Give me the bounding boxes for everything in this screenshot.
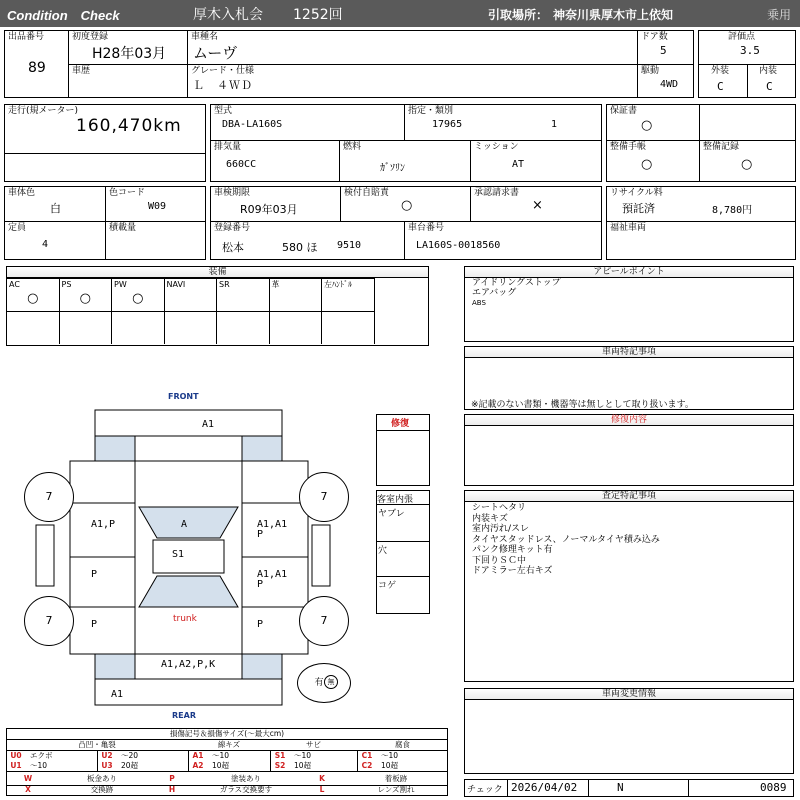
tire-rear-left: 7 bbox=[24, 596, 74, 646]
appeal-title: アピールポイント bbox=[465, 267, 793, 278]
designation: 17965 bbox=[432, 119, 463, 130]
capacity: 4 bbox=[42, 239, 49, 250]
manual: ○ bbox=[641, 157, 653, 172]
manual-label: 整備手帳 bbox=[610, 142, 647, 152]
special-notes-title: 車両特記事項 bbox=[465, 347, 793, 358]
equipment-label: NAVI bbox=[166, 280, 186, 289]
tire-rear-right: 7 bbox=[299, 596, 349, 646]
equipment-blank-cell bbox=[165, 311, 218, 344]
mark-front-left-fender: A1,P bbox=[91, 519, 116, 530]
equipment-item bbox=[270, 278, 323, 311]
legend-code: C1 bbox=[361, 751, 373, 760]
recycle-fee: 8,780円 bbox=[712, 205, 753, 216]
doors: 5 bbox=[660, 44, 667, 57]
tire-front-left: 7 bbox=[24, 472, 74, 522]
grade: Ｌ ４ＷＤ bbox=[193, 79, 253, 92]
mark-rear-right-door: A1,A1 bbox=[257, 569, 288, 580]
legend-text: 10超 bbox=[294, 761, 312, 770]
mark-front-right-fender-2: P bbox=[257, 529, 264, 540]
legend-code: L bbox=[319, 785, 325, 794]
appeal-line: ABS bbox=[472, 299, 486, 307]
assessment-line: タイヤスタッドレス、ノーマルタイヤ積み込み bbox=[472, 534, 660, 545]
recycle-label: リサイクル料 bbox=[610, 188, 663, 198]
appeal-list bbox=[472, 278, 561, 308]
legend-code: S2 bbox=[274, 761, 286, 770]
assessment-line: 室内汚れ/スレ bbox=[472, 524, 530, 534]
car-name-label: 車種名 bbox=[191, 32, 219, 42]
welfare-label: 福祉車両 bbox=[610, 223, 647, 233]
vehicle-category: 乗用 bbox=[767, 8, 792, 22]
equipment-item bbox=[322, 278, 375, 311]
mileage-value: 160,470km bbox=[76, 116, 182, 136]
legend-code: U2 bbox=[101, 751, 113, 760]
legend-text: ～10 bbox=[294, 751, 312, 760]
assessment-list bbox=[472, 503, 660, 577]
legend-code: K bbox=[319, 774, 325, 783]
record: ○ bbox=[741, 157, 753, 172]
insurance: ○ bbox=[401, 198, 413, 213]
vehicle-changes-title: 車両変更情報 bbox=[465, 689, 793, 700]
appeal-line: アイドリングストップ bbox=[472, 278, 561, 288]
mark-rear-bumper: A1 bbox=[111, 689, 124, 700]
equipment-blank-cell bbox=[217, 311, 270, 344]
legend-header: 線キズ bbox=[217, 740, 241, 749]
legend-header: 腐食 bbox=[395, 740, 410, 749]
mileage-label: 走行(規メーター) bbox=[8, 106, 79, 116]
equipment-title: 装備 bbox=[7, 267, 428, 278]
appeal-line: エアバッグ bbox=[472, 288, 517, 298]
pickup-place: 神奈川県厚木市上依知 bbox=[553, 8, 674, 22]
drive: 4WD bbox=[660, 79, 679, 90]
chassis-label: 車台番号 bbox=[408, 223, 445, 233]
pickup-label: 引取場所： bbox=[488, 8, 549, 22]
mark-front-bumper: A1 bbox=[202, 419, 215, 430]
interior-item-tear: ヤブレ bbox=[378, 509, 405, 519]
approval-label: 承認請求書 bbox=[474, 188, 520, 198]
legend-text: 交換跡 bbox=[90, 785, 114, 794]
equipment-blank-cell bbox=[112, 311, 165, 344]
legend-text: ～10 bbox=[212, 751, 230, 760]
legend-text: 10超 bbox=[381, 761, 399, 770]
warranty: ○ bbox=[641, 118, 653, 133]
equipment-value: ○ bbox=[132, 291, 144, 306]
legend-code: W bbox=[23, 774, 33, 783]
legend-header: サビ bbox=[306, 740, 321, 749]
fuel: ｶﾞｿﾘﾝ bbox=[380, 163, 405, 174]
inspection-expiry: R09年03月 bbox=[240, 203, 298, 216]
designation-label: 指定・類別 bbox=[408, 106, 454, 116]
chassis: LA160S-0018560 bbox=[416, 240, 501, 251]
equipment-item bbox=[7, 278, 60, 311]
assessment-line: パンク修理キット有 bbox=[472, 545, 553, 555]
interior-item-hole: 穴 bbox=[378, 546, 388, 556]
ext-grade: C bbox=[717, 80, 724, 93]
legend-text: ～10 bbox=[30, 761, 48, 770]
approval: × bbox=[532, 198, 543, 213]
inspection-label: 車検期限 bbox=[214, 188, 251, 198]
legend-text: ～10 bbox=[381, 751, 399, 760]
legend-title: 損傷記号＆損傷サイズ(～最大cm) bbox=[169, 729, 285, 738]
color: 白 bbox=[50, 202, 61, 215]
repair-label: 修復 bbox=[391, 419, 410, 429]
assessment-line: 下回りＳＣ中 bbox=[472, 555, 527, 566]
reg-no-label: 登録番号 bbox=[214, 223, 251, 233]
int-grade: C bbox=[766, 80, 773, 93]
interior-item-burn: コゲ bbox=[378, 581, 397, 591]
vehicle-changes-section bbox=[464, 688, 794, 774]
interior-label: 客室内張 bbox=[377, 495, 414, 505]
legend-code: C2 bbox=[361, 761, 373, 770]
color-label: 車体色 bbox=[8, 188, 36, 198]
ext-label: 外装 bbox=[711, 66, 730, 76]
mark-hood: A bbox=[181, 519, 188, 530]
equipment-item bbox=[217, 278, 270, 311]
header-bar bbox=[0, 0, 800, 27]
int-label: 内装 bbox=[759, 66, 778, 76]
equipment-blank-cell bbox=[270, 311, 323, 344]
rear-label: REAR bbox=[172, 711, 196, 720]
legend-code: U1 bbox=[10, 761, 22, 770]
assessment-line: シートヘタリ bbox=[472, 503, 527, 513]
color-code: W09 bbox=[148, 201, 167, 212]
capacity-label: 定員 bbox=[8, 223, 27, 233]
mark-right-quarter: P bbox=[257, 619, 264, 630]
repair-content-title: 修復内容 bbox=[465, 415, 793, 426]
legend-code: S1 bbox=[274, 751, 286, 760]
mark-rear-panel: A1,A2,P,K bbox=[161, 659, 216, 670]
first-reg-label: 初度登録 bbox=[72, 32, 109, 42]
legend-text: 塗装あり bbox=[231, 774, 261, 783]
legend-code: H bbox=[168, 785, 176, 794]
legend-text: ガラス交換要す bbox=[219, 785, 273, 794]
model-label: 型式 bbox=[214, 106, 233, 116]
front-label: FRONT bbox=[168, 392, 199, 401]
load-label: 積載量 bbox=[109, 223, 137, 233]
grade-label: グレード・仕様 bbox=[191, 66, 255, 76]
equipment-label: SR bbox=[219, 280, 230, 289]
mark-left-rear-door: P bbox=[91, 569, 98, 580]
color-code-label: 色コード bbox=[109, 188, 146, 198]
legend-code: U0 bbox=[10, 751, 22, 760]
check-code: N bbox=[617, 781, 624, 794]
fuel-label: 燃料 bbox=[343, 142, 362, 152]
first-reg: H28年03月 bbox=[92, 46, 167, 62]
equipment-label: PS bbox=[61, 280, 72, 289]
displacement-label: 排気量 bbox=[214, 142, 242, 152]
record-label: 整備記録 bbox=[703, 142, 740, 152]
tire-front-right: 7 bbox=[299, 472, 349, 522]
equipment-blank-cell bbox=[60, 311, 113, 344]
legend-text: ～20 bbox=[121, 751, 139, 760]
auction-session: 1252回 bbox=[293, 7, 343, 23]
legend-text: エクボ bbox=[30, 751, 53, 760]
lot-number: 89 bbox=[28, 60, 46, 76]
legend-text: レンズ割れ bbox=[377, 785, 415, 794]
spare-tire-label: 有 bbox=[314, 678, 324, 688]
assessment-line: 内装キズ bbox=[472, 513, 508, 524]
car-name: ムーヴ bbox=[193, 44, 238, 62]
lot-label: 出品番号 bbox=[8, 32, 45, 42]
legend-code: P bbox=[169, 774, 175, 783]
legend-text: 20超 bbox=[121, 761, 139, 770]
reg-number: 9510 bbox=[337, 240, 362, 251]
legend-code: A2 bbox=[192, 761, 204, 770]
reg-class: 580 ほ bbox=[282, 241, 318, 254]
history-label: 車歴 bbox=[72, 66, 91, 76]
legend-code: U3 bbox=[101, 761, 113, 770]
header-title: Condition Check bbox=[7, 8, 120, 23]
doors-label: ドア数 bbox=[641, 32, 668, 42]
legend-code: A1 bbox=[192, 751, 204, 760]
mark-front-right-fender: A1,A1 bbox=[257, 519, 288, 530]
legend-text: 10超 bbox=[212, 761, 230, 770]
legend-text: 板金あり bbox=[87, 774, 117, 783]
equipment-item bbox=[112, 278, 165, 311]
equipment-blank-cell bbox=[322, 311, 375, 344]
spare-tire-icon: 無 bbox=[324, 675, 338, 689]
category-number: 1 bbox=[551, 119, 558, 130]
insurance-label: 検付自賠責 bbox=[344, 188, 390, 198]
legend-code: X bbox=[25, 785, 31, 794]
equipment-value: ○ bbox=[79, 291, 91, 306]
equipment-blank-cell bbox=[7, 311, 60, 344]
equipment-label: 革 bbox=[271, 280, 280, 289]
reg-area: 松本 bbox=[222, 241, 244, 254]
special-notes-text: ※記載のない書類・機器等は無しとして取り扱います。 bbox=[471, 400, 694, 410]
spec-box bbox=[210, 104, 602, 182]
model: DBA-LA160S bbox=[222, 119, 283, 130]
legend-header: 凸凹・亀裂 bbox=[78, 740, 116, 749]
legend-text: 着板跡 bbox=[384, 774, 408, 783]
mission: AT bbox=[512, 159, 525, 170]
equipment-item bbox=[165, 278, 218, 311]
mission-label: ミッション bbox=[474, 142, 519, 152]
score-label: 評価点 bbox=[728, 32, 756, 42]
equipment-label: AC bbox=[9, 280, 20, 289]
score: 3.5 bbox=[740, 44, 760, 57]
drive-label: 駆動 bbox=[641, 66, 660, 76]
equipment-value: ○ bbox=[27, 291, 39, 306]
repair-content-section bbox=[464, 414, 794, 486]
mark-roof: S1 bbox=[172, 549, 185, 560]
equipment-label: 左ﾊﾝﾄﾞﾙ bbox=[324, 280, 352, 289]
check-number: 0089 bbox=[760, 781, 787, 794]
assessment-title: 査定特記事項 bbox=[465, 491, 793, 502]
auction-name: 厚木入札会 bbox=[193, 7, 263, 23]
equipment-item bbox=[60, 278, 113, 311]
displacement: 660CC bbox=[226, 159, 257, 170]
check-date: 2026/04/02 bbox=[511, 781, 578, 794]
mark-rear-right-door-2: P bbox=[257, 579, 264, 590]
equipment-label: PW bbox=[114, 280, 127, 289]
warranty-label: 保証書 bbox=[610, 106, 638, 116]
trunk-label: trunk bbox=[173, 614, 197, 624]
check-label: チェック bbox=[467, 785, 503, 795]
mark-left-quarter: P bbox=[91, 619, 98, 630]
assessment-line: ドアミラー左右キズ bbox=[472, 566, 553, 576]
recycle-status: 預託済 bbox=[622, 202, 655, 215]
